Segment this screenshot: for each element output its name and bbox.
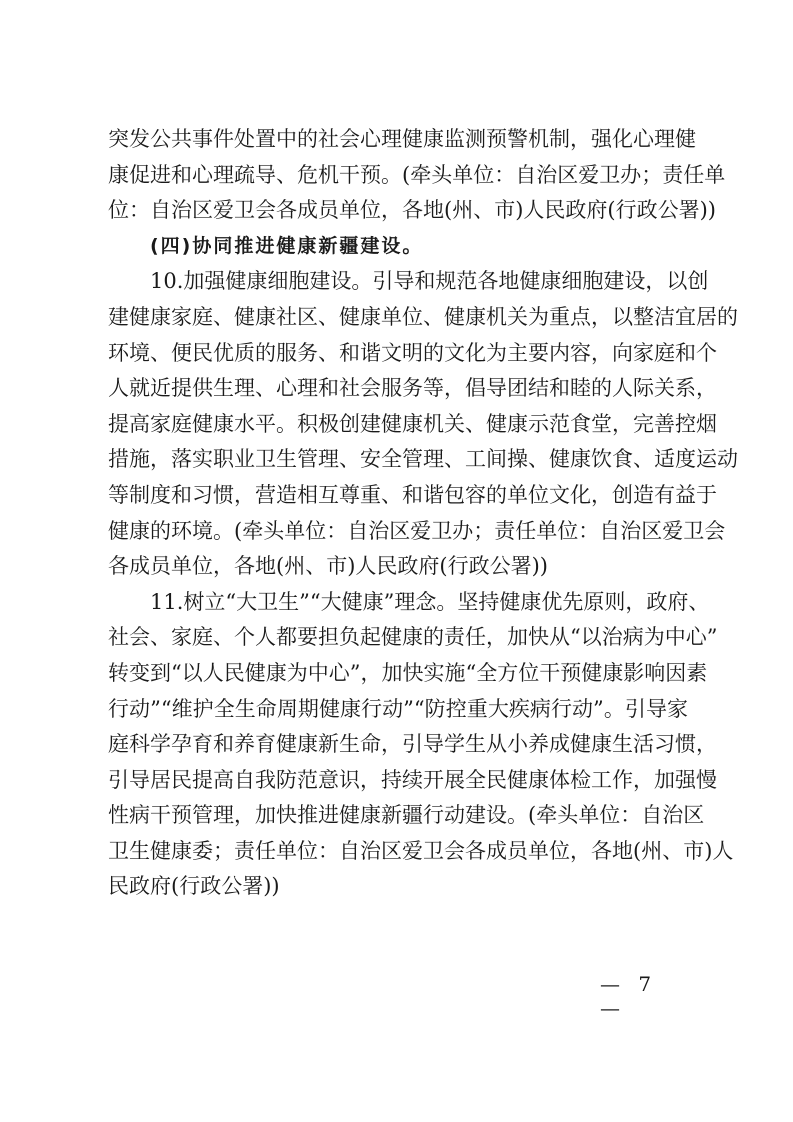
text-line: 康促进和心理疏导、危机干预。(牵头单位：自治区爱卫办；责任单 xyxy=(108,162,726,187)
text-line: 行动”“维护全生命周期健康行动”“防控重大疾病行动”。引导家 xyxy=(108,696,688,721)
text-line: 建健康家庭、健康社区、健康单位、健康机关为重点，以整洁宜居的 xyxy=(108,304,738,329)
text-line: 性病干预管理，加快推进健康新疆行动建设。(牵头单位：自治区 xyxy=(108,803,705,828)
text-line: 突发公共事件处置中的社会心理健康监测预警机制，强化心理健 xyxy=(108,127,696,151)
text-line: 提高家庭健康水平。积极创建健康机关、健康示范食堂，完善控烟 xyxy=(108,411,717,436)
section-heading: (四)协同推进健康新疆建设。 xyxy=(150,234,424,257)
paragraph-start-line: 10.加强健康细胞建设。引导和规范各地健康细胞建设，以创 xyxy=(150,269,709,294)
text-line: 民政府(行政公署)) xyxy=(108,874,280,899)
text-line: 位：自治区爱卫会各成员单位，各地(州、市)人民政府(行政公署)) xyxy=(108,198,716,223)
text-line: 庭科学孕育和养育健康新生命，引导学生从小养成健康生活习惯， xyxy=(108,732,717,757)
text-line: 健康的环境。(牵头单位：自治区爱卫办；责任单位：自治区爱卫会 xyxy=(108,518,726,543)
text-line: 各成员单位，各地(州、市)人民政府(行政公署)) xyxy=(108,554,548,579)
text-line: 卫生健康委；责任单位：自治区爱卫会各成员单位，各地(州、市)人 xyxy=(108,838,734,863)
text-line: 社会、家庭、个人都要担负起健康的责任，加快从“以治病为中心” xyxy=(108,625,718,650)
document-body xyxy=(108,122,738,905)
text-line: 转变到“以人民健康为中心”，加快实施“全方位干预健康影响因素 xyxy=(108,660,708,685)
text-line: 等制度和习惯，营造相互尊重、和谐包容的单位文化，创造有益于 xyxy=(108,482,717,507)
text-line: 环境、便民优质的服务、和谐文明的文化为主要内容，向家庭和个 xyxy=(108,340,717,365)
text-line: 引导居民提高自我防范意识，持续开展全民健康体检工作，加强慢 xyxy=(108,767,717,792)
text-line: 人就近提供生理、心理和社会服务等，倡导团结和睦的人际关系， xyxy=(108,376,717,401)
paragraph-start-line: 11.树立“大卫生”“大健康”理念。坚持健康优先原则，政府、 xyxy=(150,589,710,614)
text-line: 措施，落实职业卫生管理、安全管理、工间操、健康饮食、适度运动 xyxy=(108,447,738,472)
page-number: — 7 — xyxy=(600,972,658,1020)
